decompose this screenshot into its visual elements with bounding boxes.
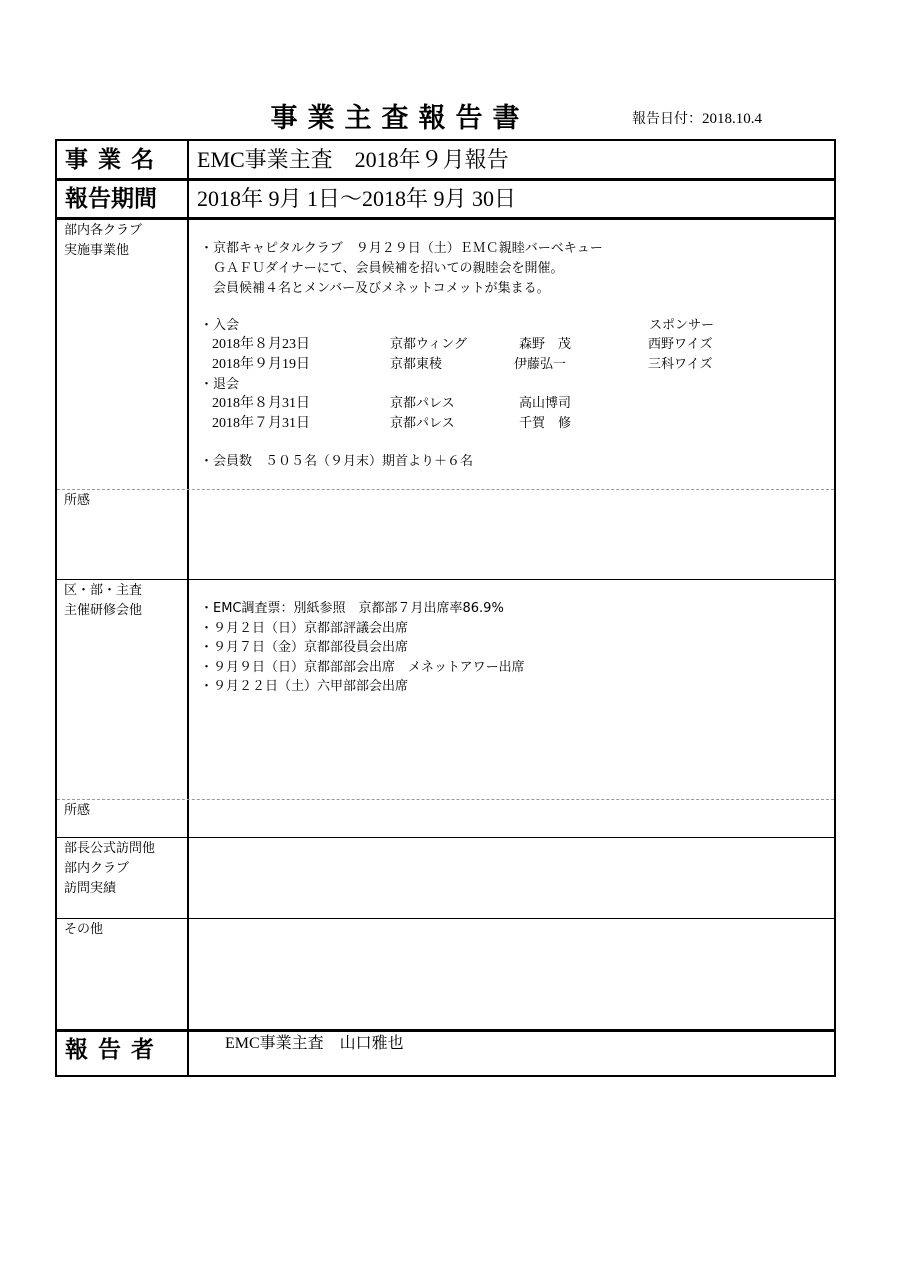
row-divider (57, 489, 834, 490)
section1-event-line: 会員候補４名とメンバー及びメネットコメットが集まる。 (200, 281, 550, 296)
leave-date: 2018年７月31日 (212, 416, 310, 431)
project-label: 事業名 (65, 147, 164, 173)
report-date-value: 2018.10.4 (702, 111, 762, 127)
row-divider (57, 178, 834, 181)
join-club: 京都ウィング (390, 337, 467, 352)
other-label: その他 (64, 922, 104, 937)
row-divider (57, 837, 834, 838)
section2-line: ・９月２日（日）京都部評議会出席 (200, 621, 409, 636)
impression2-label: 所感 (64, 803, 91, 818)
section3-label-line: 訪問実績 (64, 881, 117, 896)
project-value: EMC事業主査 2018年９月報告 (197, 147, 509, 172)
leave-date: 2018年８月31日 (212, 396, 310, 411)
join-name: 伊藤弘一 (514, 357, 567, 372)
row-divider (57, 1029, 834, 1032)
reporter-label: 報告者 (65, 1037, 164, 1063)
leave-name: 高山博司 (519, 396, 572, 411)
period-value: 2018年 9月 1日～2018年 9月 30日 (197, 186, 517, 211)
section3-label-line: 部長公式訪問他 (64, 841, 156, 856)
report-form (55, 139, 836, 1077)
period-label: 報告期間 (65, 186, 157, 212)
reporter-value: EMC事業主査 山口雅也 (225, 1035, 404, 1052)
join-date: 2018年９月19日 (212, 357, 310, 372)
column-divider (187, 141, 189, 1075)
join-sponsor: 西野ワイズ (648, 337, 713, 352)
row-divider (57, 918, 834, 919)
leave-name: 千賀 修 (519, 416, 572, 431)
section2-label-line: 主催研修会他 (64, 603, 143, 618)
section1-event-line: ・京都キャピタルクラブ ９月２９日（土）ＥＭＣ親睦バーベキュー (200, 241, 603, 256)
sponsor-header: スポンサー (649, 318, 715, 333)
row-divider (57, 579, 834, 580)
join-club: 京都東稜 (390, 357, 443, 372)
impression-label: 所感 (64, 493, 91, 508)
section2-line: ・EMC調査票：別紙参照 京都部７月出席率86.9% (200, 601, 504, 616)
join-sponsor: 三科ワイズ (648, 357, 713, 372)
join-name: 森野 茂 (519, 337, 572, 352)
section2-line: ・９月９日（日）京都部部会出席 メネットアワー出席 (200, 660, 525, 675)
section2-line: ・９月７日（金）京都部役員会出席 (200, 640, 409, 655)
page-title: 事業主査報告書 (270, 103, 530, 134)
section2-label-line: 区・部・主査 (64, 583, 143, 598)
row-divider (57, 217, 834, 220)
join-label: ・入会 (200, 318, 240, 333)
report-date-label: 報告日付： (632, 111, 702, 127)
section1-label-line: 実施事業他 (64, 243, 130, 258)
section1-label-line: 部内各クラブ (64, 223, 143, 238)
members-line: ・会員数 ５０５名（９月末）期首より＋６名 (200, 454, 474, 469)
section2-line: ・９月２２日（土）六甲部部会出席 (200, 679, 409, 694)
leave-club: 京都パレス (390, 396, 455, 411)
section1-event-line: ＧＡＦＵダイナーにて、会員候補を招いての親睦会を開催。 (200, 261, 564, 276)
row-divider (57, 799, 834, 800)
leave-label: ・退会 (200, 377, 240, 392)
join-date: 2018年８月23日 (212, 337, 310, 352)
section3-label-line: 部内クラブ (64, 861, 130, 876)
report-date (632, 108, 762, 128)
leave-club: 京都パレス (390, 416, 455, 431)
